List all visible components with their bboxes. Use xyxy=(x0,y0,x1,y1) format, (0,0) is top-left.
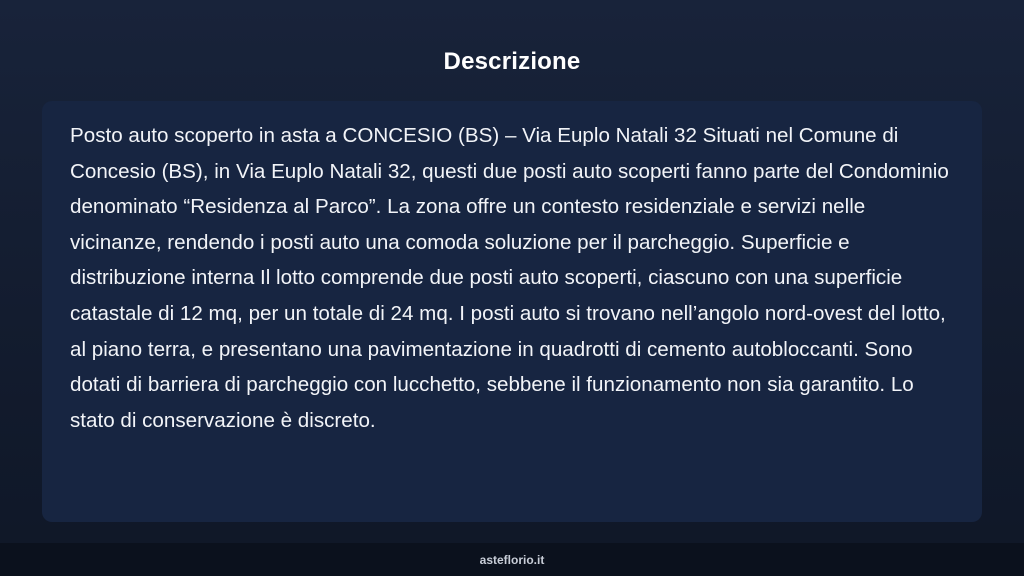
description-text: Posto auto scoperto in asta a CONCESIO (BS) – Via Euplo Natali 32 Situati nel Comune di Concesio (BS), in Via Euplo Natali 32, questi due posti auto scoperti fanno parte del Condominio denominato “Residenza al Parco”. La zona offre un contesto residenziale e servizi nelle vicinanze, rendendo i posti auto una comoda soluzione per il parcheggio. Superficie e distribuzione interna Il lotto comprende due posti auto scoperti, ciascuno con una superficie catastale di 12 mq, per un totale di 24 mq. I posti auto si trovano nell’angolo nord-ovest del lotto, al piano terra, e presentano una pavimentazione in quadrotti di cemento autobloccanti. Sono dotati di barriera di parcheggio con lucchetto, sebbene il funzionamento non sia garantito. Lo stato di conservazione è discreto. xyxy=(70,124,949,432)
footer-site-name: asteflorio.it xyxy=(479,553,545,567)
page-title: Descrizione xyxy=(443,48,581,75)
footer-bar xyxy=(0,543,1024,576)
description-card xyxy=(42,101,982,522)
